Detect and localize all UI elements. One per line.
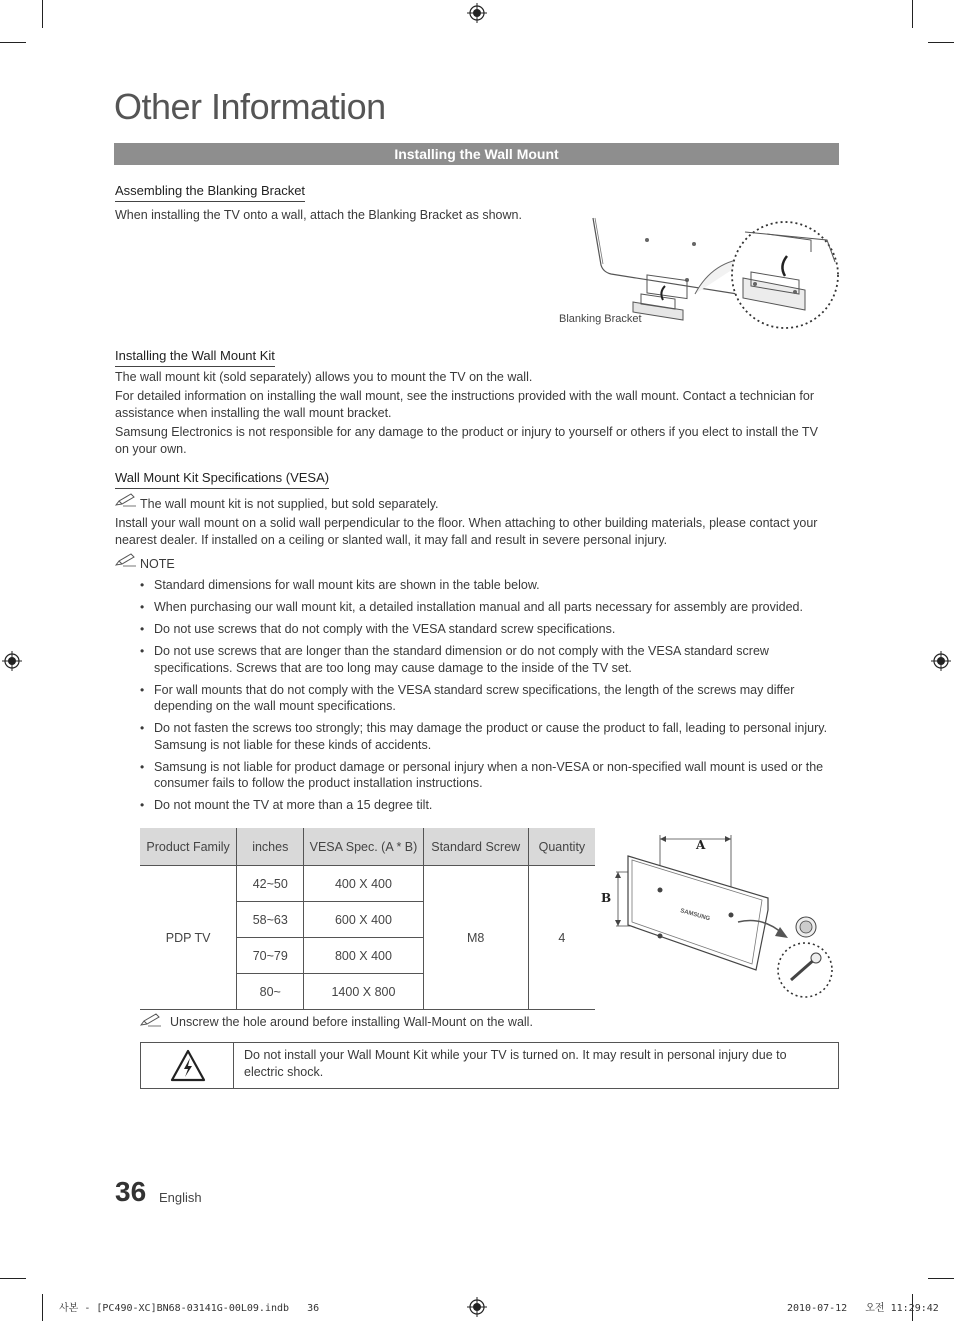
note-bullet: • Do not mount the TV at more than a 15 degree tilt. (138, 797, 843, 814)
vesa-dimension-illustration (598, 830, 838, 1000)
page-title: Other Information (114, 86, 386, 127)
table-cell: 70~79 (237, 938, 304, 974)
pencil-note-icon (115, 493, 137, 507)
kit-paragraph: Samsung Electronics is not responsible for any damage to the product or injury to yourself or others if you elect to install the TV on your own. (115, 425, 818, 456)
crop-mark (912, 0, 913, 28)
table-cell: 800 X 400 (304, 938, 423, 974)
vesa-specs-heading: Wall Mount Kit Specifications (VESA) (115, 470, 329, 489)
vesa-spec-table (140, 828, 595, 1010)
table-cell: 42~50 (237, 866, 304, 902)
table-header-row (140, 828, 595, 866)
crop-mark (928, 1278, 954, 1279)
table-header-cell: VESA Spec. (A * B) (304, 828, 423, 866)
wall-mount-kit-heading: Installing the Wall Mount Kit (115, 348, 275, 367)
table-header-cell: inches (237, 828, 304, 866)
table-cell-quantity: 4 (528, 866, 595, 1010)
kit-paragraph: The wall mount kit (sold separately) allows you to mount the TV on the wall. (115, 370, 533, 384)
blanking-bracket-text: When installing the TV onto a wall, attach the Blanking Bracket as shown. (115, 208, 522, 222)
registration-mark-icon (2, 651, 22, 671)
crop-mark (928, 42, 954, 43)
table-cell-family: PDP TV (140, 866, 237, 1010)
note-bullet-list (138, 577, 843, 819)
page-language: English (159, 1190, 202, 1205)
note-bullet: • Do not use screws that are longer than the standard dimension or do not comply with the VESA standard screw specifications. Screws that are too long may cause damage to the inside of the TV set. (138, 643, 843, 676)
warning-text: Do not install your Wall Mount Kit while your TV is turned on. It may result in personal injury due to electric shock. (244, 1048, 787, 1079)
table-header-cell: Quantity (528, 828, 595, 866)
table-cell: 58~63 (237, 902, 304, 938)
registration-mark-icon (467, 3, 487, 23)
note-bullet: • Samsung is not liable for product damage or personal injury when a non-VESA or non-specified wall mount is used or the consumer fails to follow the product installation instructions. (138, 759, 843, 792)
warning-divider (233, 1043, 234, 1088)
note-label: NOTE (140, 557, 175, 571)
table-cell: 400 X 400 (304, 866, 423, 902)
table-row (140, 866, 595, 902)
note-bullet: • Standard dimensions for wall mount kits are shown in the table below. (138, 577, 843, 594)
note-bullet: • Do not use screws that do not comply with the VESA standard screw specifications. (138, 621, 843, 638)
table-cell-screw: M8 (423, 866, 528, 1010)
note-bullet: • For wall mounts that do not comply with the VESA standard screw specifications, the length of the screws may differ depending on the wall mount specifications. (138, 682, 843, 715)
warning-box (140, 1042, 839, 1089)
vesa-install-text: Install your wall mount on a solid wall perpendicular to the floor. When attaching to other building materials, please contact your nearest dealer. If installed on a ceiling or slanted wall, it may fall and result in severe personal injury. (115, 516, 818, 547)
table-header-cell: Standard Screw (423, 828, 528, 866)
registration-mark-icon (467, 1297, 487, 1317)
section-title-bar: Installing the Wall Mount (114, 143, 839, 165)
electric-shock-warning-icon (170, 1049, 206, 1083)
table-cell: 1400 X 800 (304, 974, 423, 1010)
print-date-info: 2010-07-12 오전 11:29:42 (787, 1303, 939, 1314)
crop-mark (0, 42, 26, 43)
vesa-memo: The wall mount kit is not supplied, but sold separately. (140, 497, 439, 511)
dimension-a-label: A (696, 838, 706, 852)
blanking-bracket-label: Blanking Bracket (559, 313, 642, 325)
dimension-b-label: B (601, 891, 612, 905)
crop-mark (42, 0, 43, 28)
crop-mark (42, 1294, 43, 1321)
kit-paragraph: For detailed information on installing the wall mount, see the instructions provided with the wall mount. Contact a technician for assistance when installing the wall mount bracket. (115, 389, 814, 420)
pencil-note-icon (115, 553, 137, 567)
brand-logo-text: SAMSUNG (679, 908, 711, 923)
table-cell: 80~ (237, 974, 304, 1010)
print-file-info: 사본 - [PC490-XC]BN68-03141G-00L09.indb 36 (59, 1303, 320, 1314)
table-cell: 600 X 400 (304, 902, 423, 938)
note-bullet: • Do not fasten the screws too strongly; this may damage the product or cause the product to fall, leading to personal injury. Samsung is not liable for these kinds of accidents. (138, 720, 843, 753)
note-bullet: • When purchasing our wall mount kit, a detailed installation manual and all parts necessary for assembly are provided. (138, 599, 843, 616)
crop-mark (0, 1278, 26, 1279)
page-number: 36 (115, 1176, 147, 1207)
pencil-note-icon (140, 1013, 162, 1027)
registration-mark-icon (931, 651, 951, 671)
unscrew-note: Unscrew the hole around before installing Wall-Mount on the wall. (170, 1015, 533, 1029)
blanking-bracket-heading: Assembling the Blanking Bracket (115, 183, 305, 202)
table-header-cell: Product Family (140, 828, 237, 866)
